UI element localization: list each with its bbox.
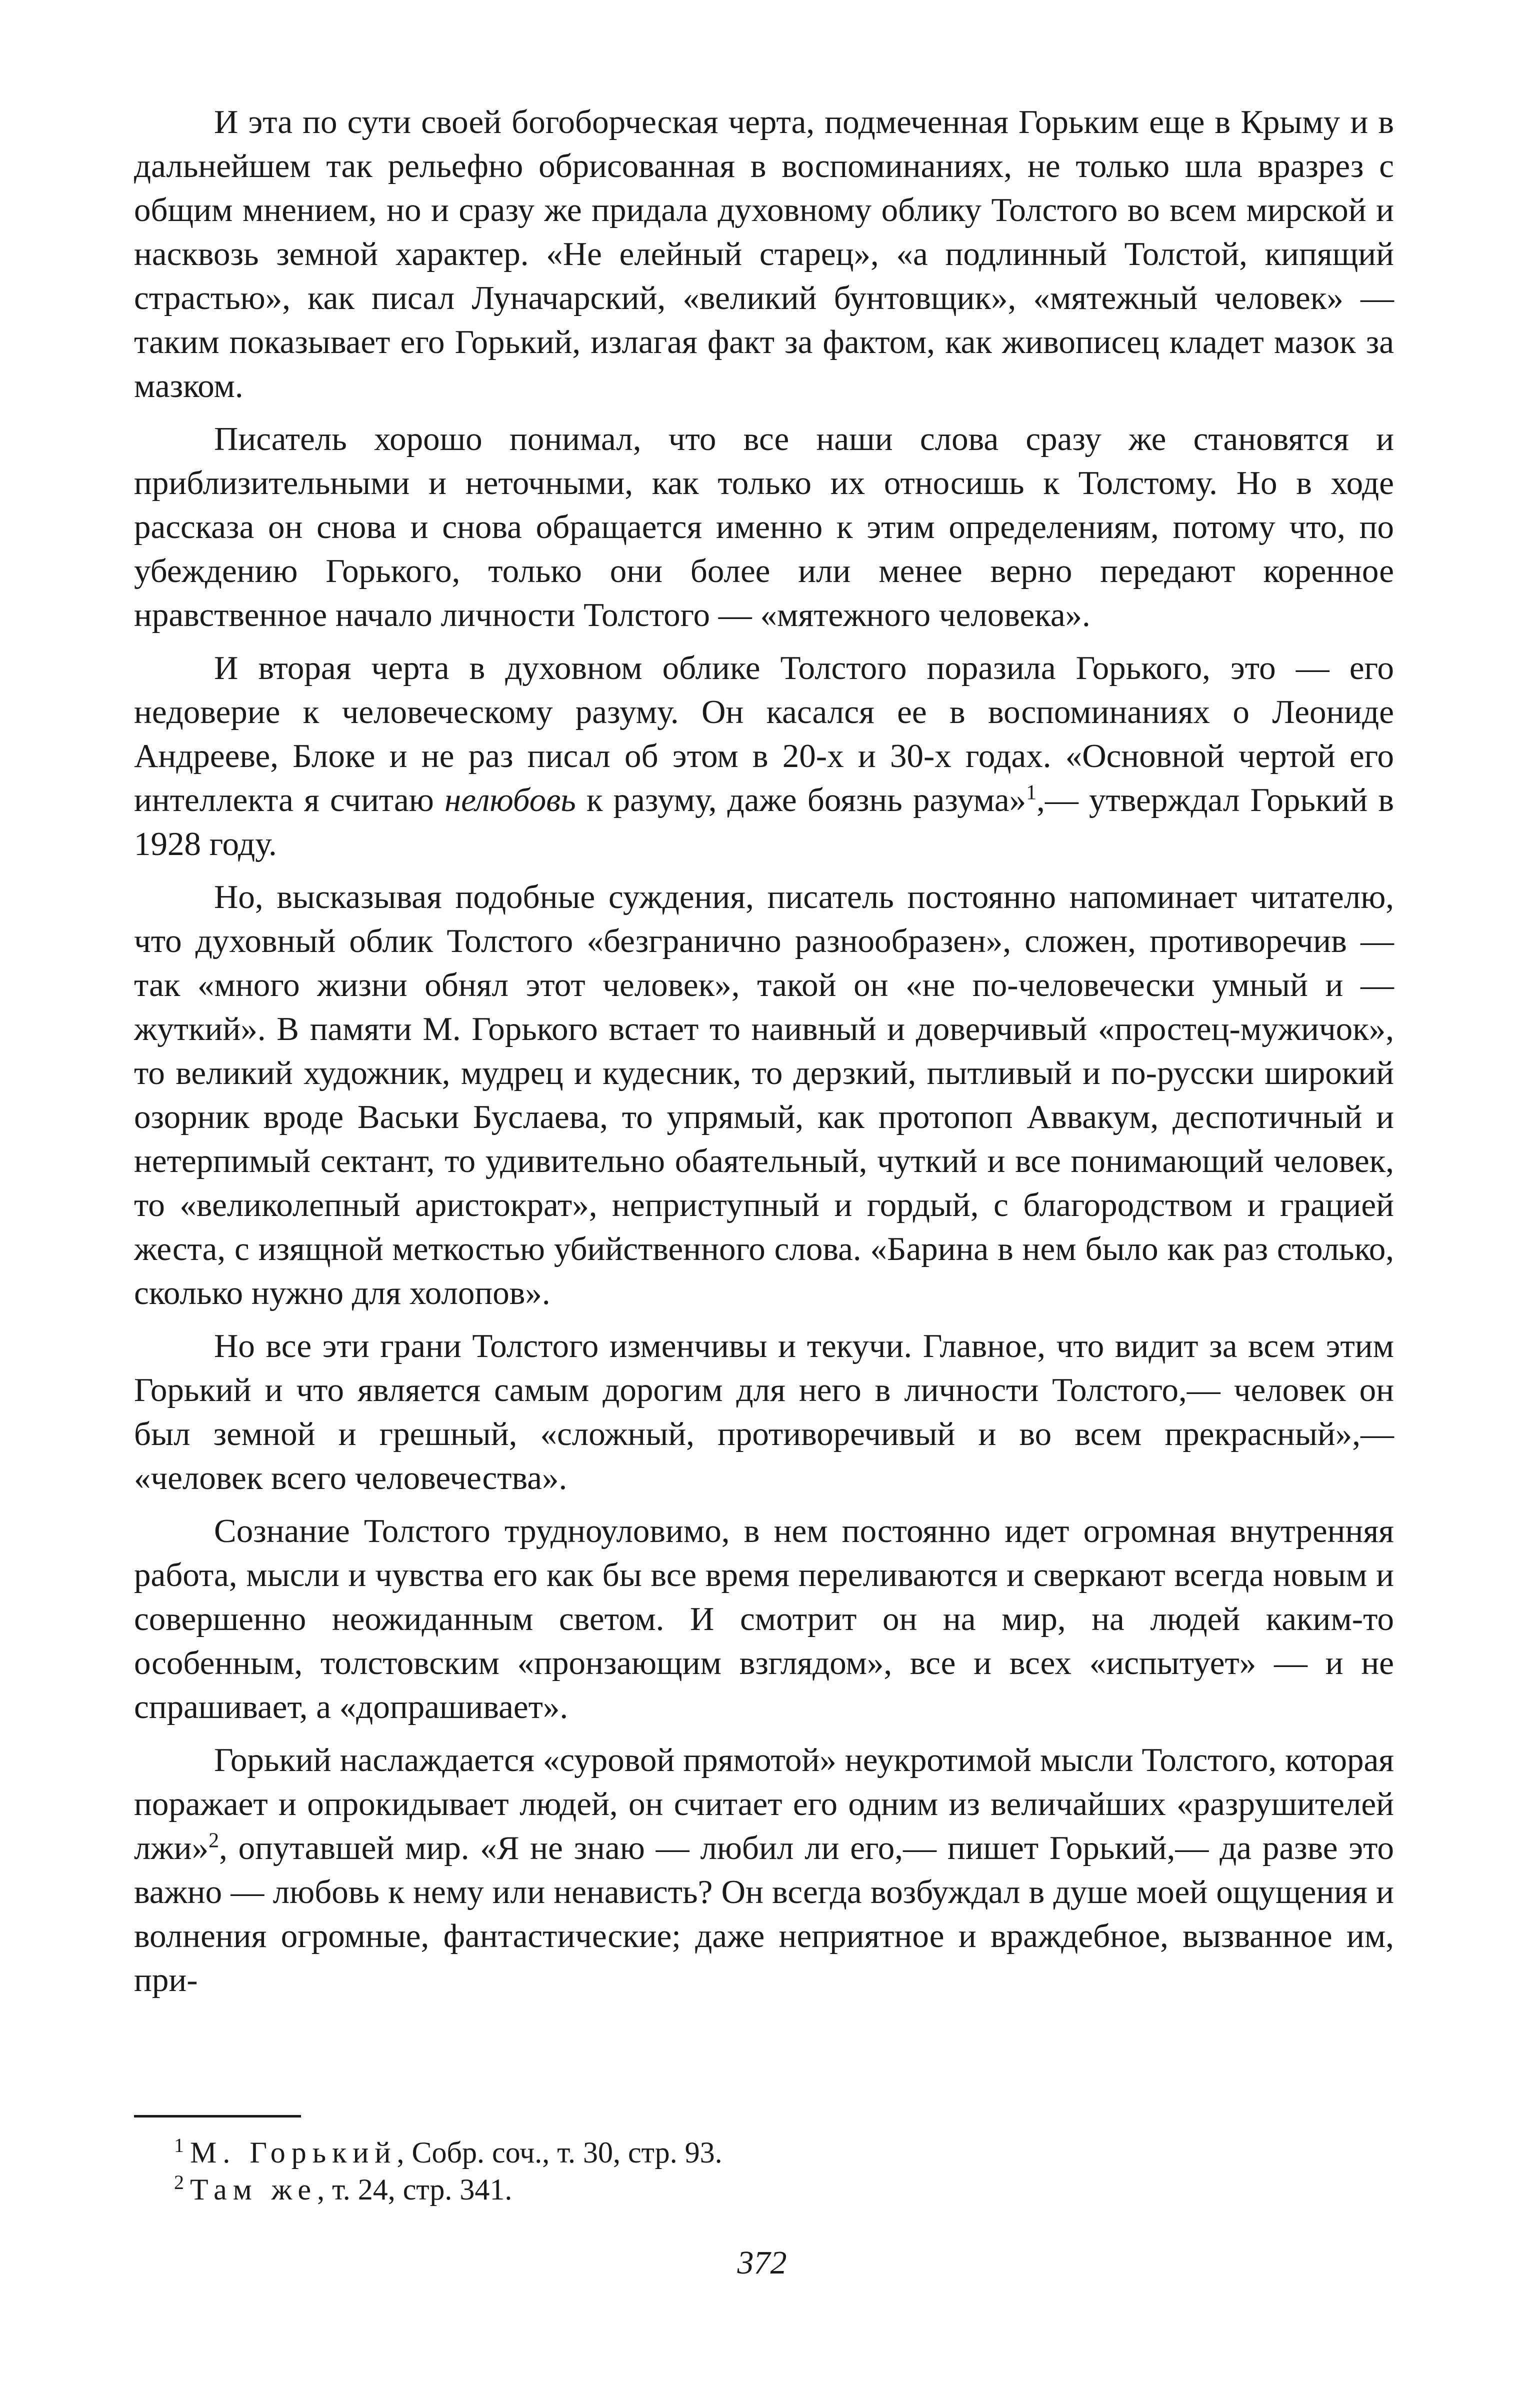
footnote-text: , Собр. соч., т. 30, стр. 93. <box>396 2136 722 2169</box>
paragraph-3 <box>134 646 1394 866</box>
page-number: 372 <box>737 2244 787 2281</box>
footnote-text: , т. 24, стр. 341. <box>317 2173 512 2206</box>
footnote-ref-1: 1 <box>1026 781 1037 804</box>
paragraph-7-text-b: , опутавшей мир. «Я не знаю — любил ли его,— пишет Горький,— да разве это важно — любовь к нему или ненависть? Он всегда возбуждал в душе моей ощущения и волнения огромные, фантастические; даже неприятное и враждебное, вызванное им, при- <box>134 1830 1394 1998</box>
main-text <box>134 100 1394 2002</box>
footnotes <box>174 2134 1374 2208</box>
footnote-mark: 1 <box>174 2134 184 2156</box>
paragraph-2: Писатель хорошо понимал, что все наши слова сразу же становятся и приблизительными и неточными, как только их относишь к Толстому. Но в ходе рассказа он снова и снова обращается именно к этим определениям, потому что, по убеждению Горького, только они более или менее верно передают коренное нравственное начало личности Толстого — «мятежного человека». <box>134 420 1394 634</box>
paragraph-6: Сознание Толстого трудноуловимо, в нем постоянно идет огромная внутренняя работа, мысли и чувства его как бы все время переливаются и сверкают всегда новым и совершенно неожиданным светом. И смотрит он на мир, на людей каким-то особенным, толстовским «пронзающим взглядом», все и всех «испытует» — и не спрашивает, а «допрашивает». <box>134 1512 1394 1726</box>
paragraph-3-text-a: И вторая черта в духовном облике Толстого поразила Горького, это — его недоверие к человеческому разуму. Он касался ее в воспоминаниях о Леониде Андрееве, Блоке и не раз писал об этом в 20-х и 30-х годах. «Основной чертой его интеллекта я считаю <box>134 650 1394 818</box>
emphasis-word: нелюбовь <box>444 782 576 818</box>
footnote-1 <box>174 2134 1374 2171</box>
footnote-divider <box>134 2115 301 2118</box>
footnote-mark: 2 <box>174 2171 184 2194</box>
footnote-author: М. Горький <box>190 2136 397 2169</box>
paragraph-7 <box>134 1738 1394 2002</box>
paragraph-3-text-b: к разуму, даже боязнь разума» <box>586 782 1026 818</box>
page-body <box>134 100 1394 2011</box>
paragraph-3-text-c: ,— утверждал Горький в 1928 году. <box>134 782 1394 862</box>
paragraph-4: Но, высказывая подобные суждения, писатель постоянно напоминает читателю, что духовный облик Толстого «безгранично разнообразен», сложен, противоречив — так «много жизни обнял этот человек», такой он «не по-человечески умный и — жуткий». В памяти М. Горького встает то наивный и доверчивый «простец-мужичок», то великий художник, мудрец и кудесник, то дерзкий, пытливый и по-русски широкий озорник вроде Васьки Буслаева, то упрямый, как протопоп Аввакум, деспотичный и нетерпимый сектант, то удивительно обаятельный, чуткий и все понимающий человек, то «великолепный аристократ», неприступный и гордый, с благородством и грацией жеста, с изящной меткостью убийственного слова. «Барина в нем было как раз столько, сколько нужно для холопов». <box>134 878 1394 1312</box>
paragraph-1: И эта по сути своей богоборческая черта, подмеченная Горьким еще в Крыму и в дальнейшем так рельефно обрисованная в воспоминаниях, не только шла вразрез с общим мнением, но и сразу же придала духовному облику Толстого во всем мирской и насквозь земной характер. «Не елейный старец», «а подлинный Толстой, кипящий страстью», как писал Луначарский, «великий бунтовщик», «мятежный человек» — таким показывает его Горький, излагая факт за фактом, как живописец кладет мазок за мазком. <box>134 104 1394 404</box>
footnote-author: Там же <box>190 2173 318 2206</box>
paragraph-7-text-a: Горький наслаждается «суровой прямотой» неукротимой мысли Толстого, которая поражает и опрокидывает людей, он считает его одним из величайших «разрушителей лжи» <box>134 1742 1394 1866</box>
footnote-ref-2: 2 <box>208 1829 220 1852</box>
paragraph-5: Но все эти грани Толстого изменчивы и текучи. Главное, что видит за всем этим Горький и что является самым дорогим для него в личности Толстого,— человек он был земной и грешный, «сложный, противоречивый и во всем прекрасный»,— «человек всего человечества». <box>134 1328 1394 1496</box>
footnote-2 <box>174 2171 1374 2208</box>
